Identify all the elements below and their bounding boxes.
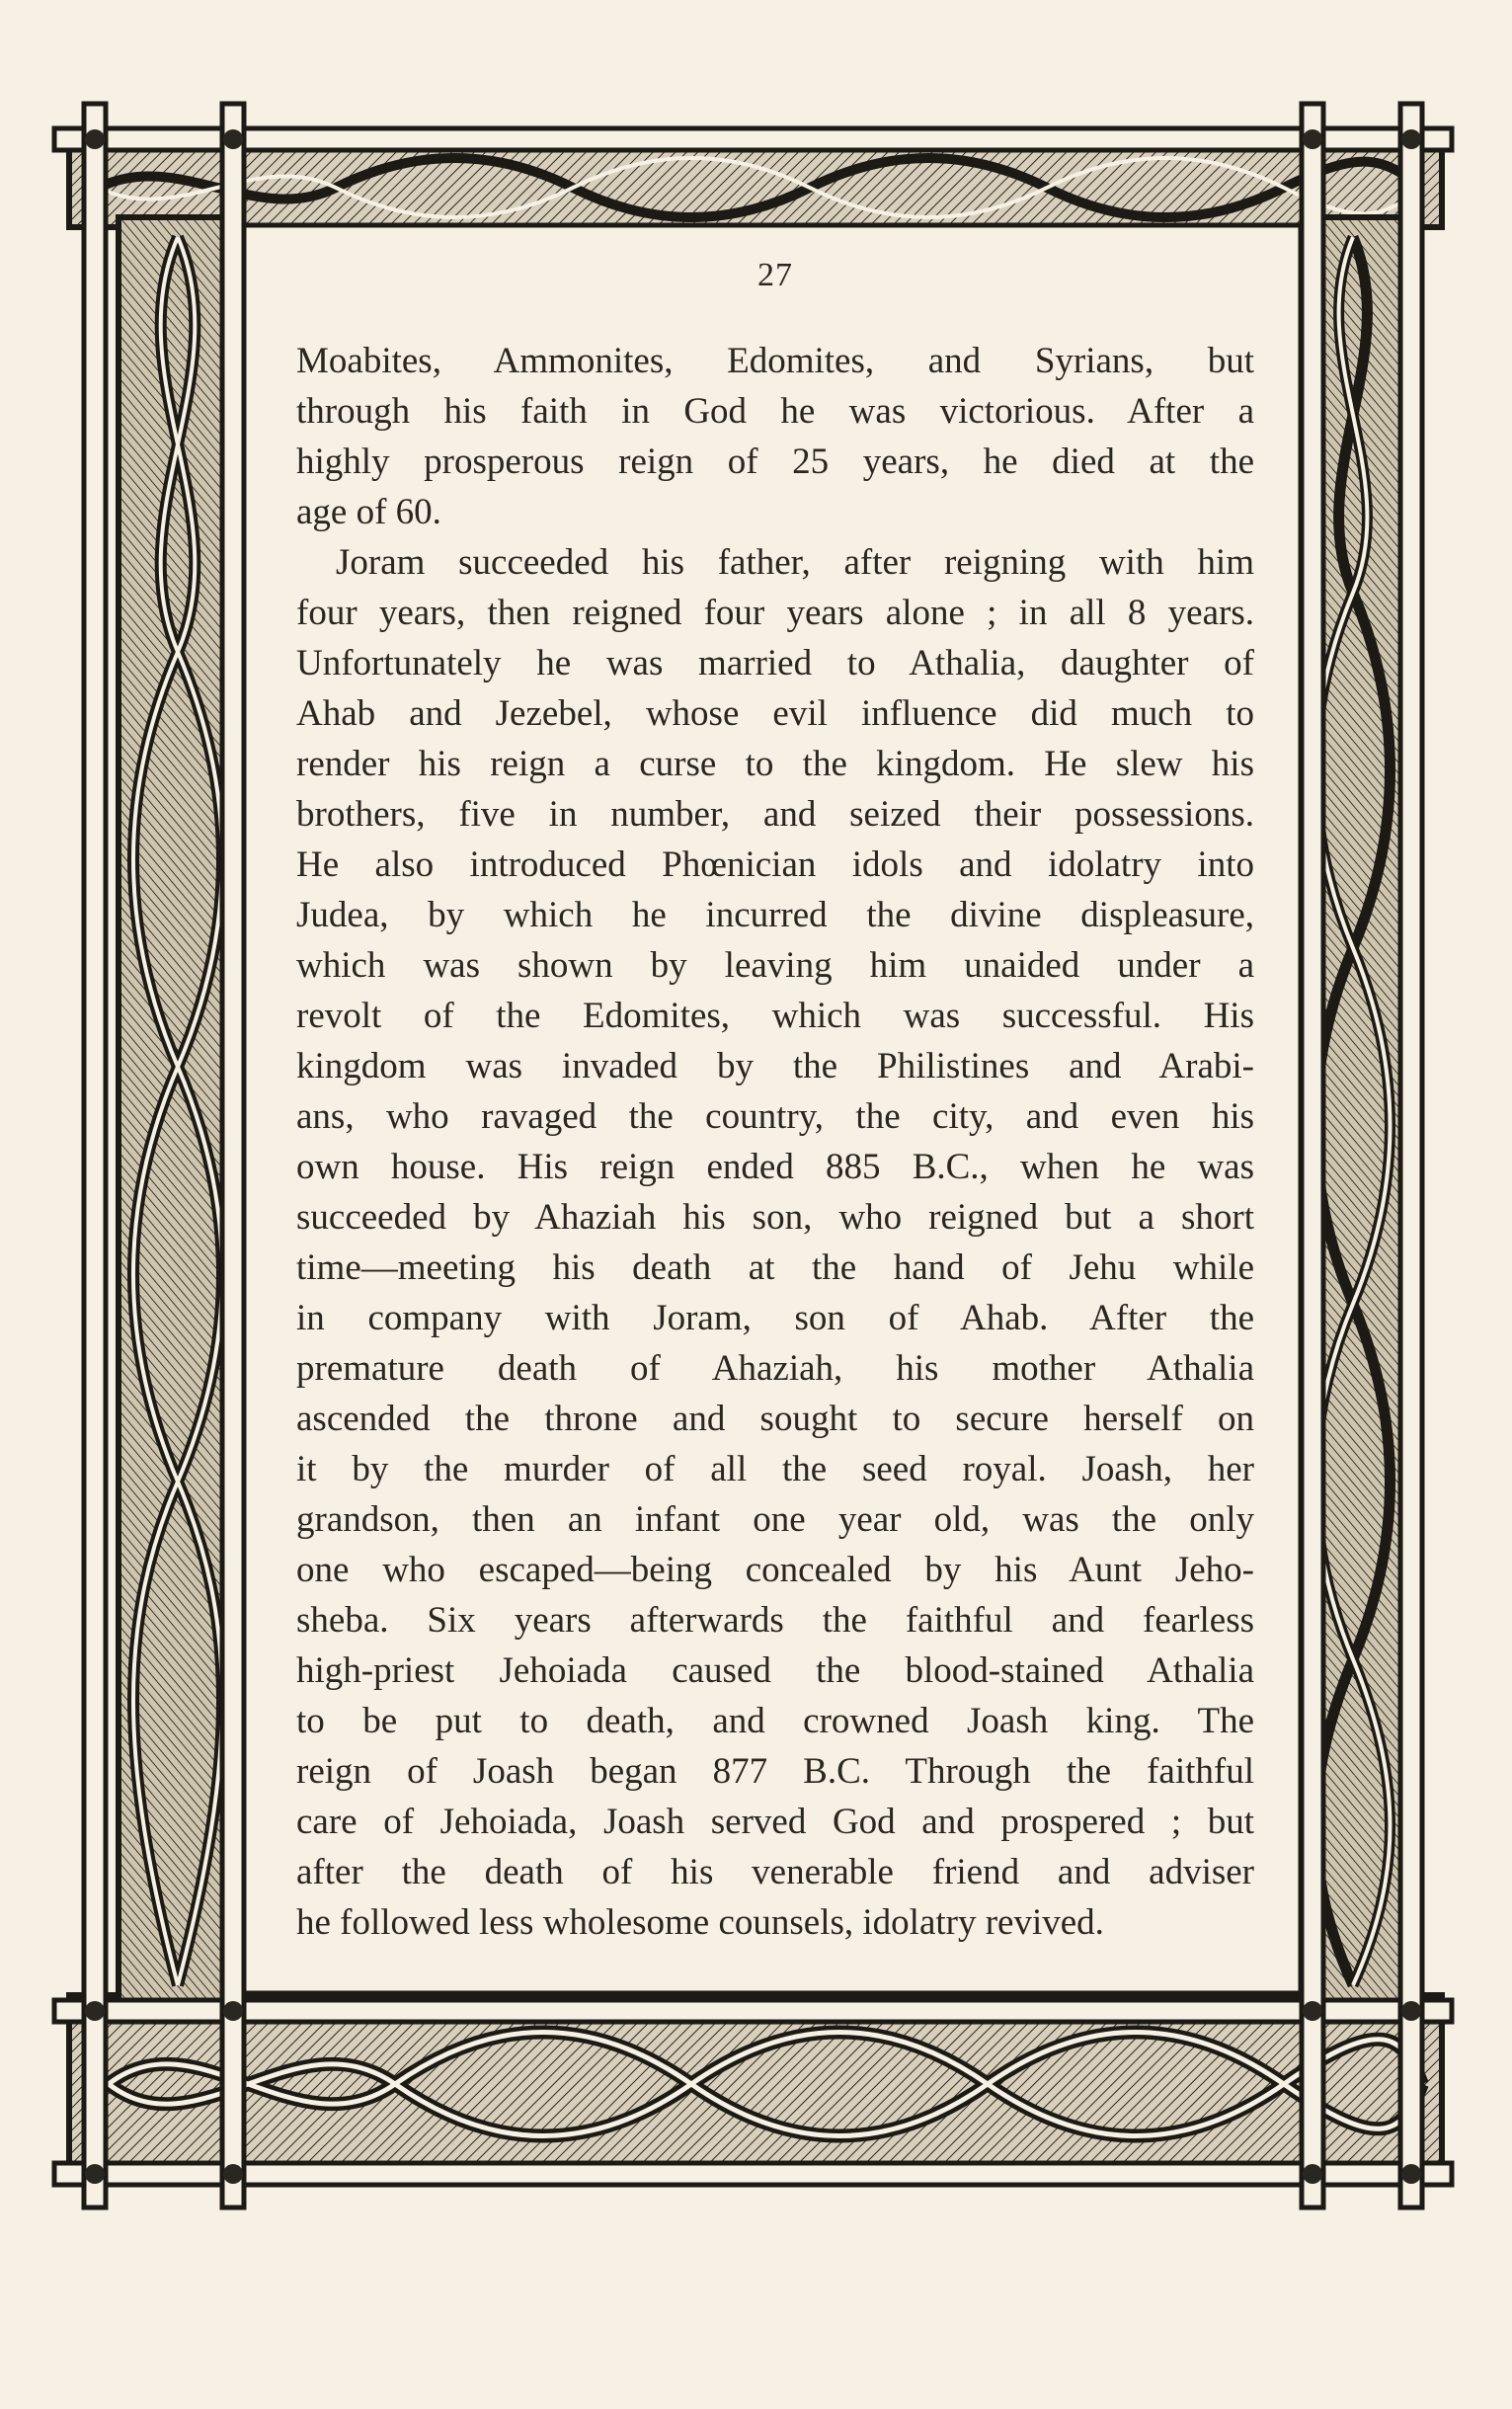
text-line: Joram succeeded his father, after reigning with him <box>336 542 1254 583</box>
text-line: He also introduced Phœnician idols and idolatry into <box>296 844 1254 885</box>
text-line: sheba. Six years afterwards the faithful and fearless <box>296 1600 1254 1641</box>
text-line: Judea, by which he incurred the divine displeasure, <box>296 895 1254 935</box>
text-line: Unfortunately he was married to Athalia, daughter of <box>296 643 1254 683</box>
text-line: premature death of Ahaziah, his mother Athalia <box>296 1348 1254 1389</box>
text-line: Moabites, Ammonites, Edomites, and Syrians, but <box>296 341 1254 381</box>
text-line: four years, then reigned four years alone ; in all 8 years. <box>296 593 1254 633</box>
text-line: he followed less wholesome counsels, idolatry revived. <box>296 1902 1104 1943</box>
text-line: Ahab and Jezebel, whose evil influence did much to <box>296 693 1254 734</box>
text-line: care of Jehoiada, Joash served God and prospered ; but <box>296 1802 1254 1842</box>
text-line: to be put to death, and crowned Joash king. The <box>296 1701 1254 1741</box>
text-line: revolt of the Edomites, which was successful. His <box>296 996 1254 1036</box>
text-line: succeeded by Ahaziah his son, who reigned but a short <box>296 1197 1254 1238</box>
page-number: 27 <box>757 257 793 293</box>
text-line: which was shown by leaving him unaided under a <box>296 945 1254 986</box>
text-line: in company with Joram, son of Ahab. After the <box>296 1298 1254 1338</box>
text-block <box>296 237 1254 1966</box>
text-line: through his faith in God he was victorious. After a <box>296 391 1254 432</box>
text-line: render his reign a curse to the kingdom. He slew his <box>296 744 1254 784</box>
text-line: own house. His reign ended 885 B.C., when he was <box>296 1147 1254 1187</box>
text-line: grandson, then an infant one year old, was the only <box>296 1499 1254 1540</box>
text-line: highly prosperous reign of 25 years, he died at the <box>296 442 1254 482</box>
text-line: brothers, five in number, and seized their possessions. <box>296 794 1254 835</box>
text-line: reign of Joash began 877 B.C. Through the faithful <box>296 1751 1254 1792</box>
text-line: time—meeting his death at the hand of Jehu while <box>296 1247 1254 1288</box>
frame-top-band <box>69 148 1442 227</box>
text-line: age of 60. <box>296 492 441 532</box>
body-text <box>296 336 1254 1948</box>
text-line: one who escaped—being concealed by his Aunt Jeho- <box>296 1550 1254 1590</box>
text-line: ans, who ravaged the country, the city, and even his <box>296 1096 1254 1137</box>
text-line: it by the murder of all the seed royal. Joash, her <box>296 1449 1254 1489</box>
text-line: ascended the throne and sought to secure herself on <box>296 1399 1254 1439</box>
text-line: high-priest Jehoiada caused the blood-stained Athalia <box>296 1650 1254 1691</box>
text-line: kingdom was invaded by the Philistines and Arabi- <box>296 1046 1254 1086</box>
text-line: after the death of his venerable friend and adviser <box>296 1852 1254 1892</box>
frame-left-band <box>119 217 237 2005</box>
